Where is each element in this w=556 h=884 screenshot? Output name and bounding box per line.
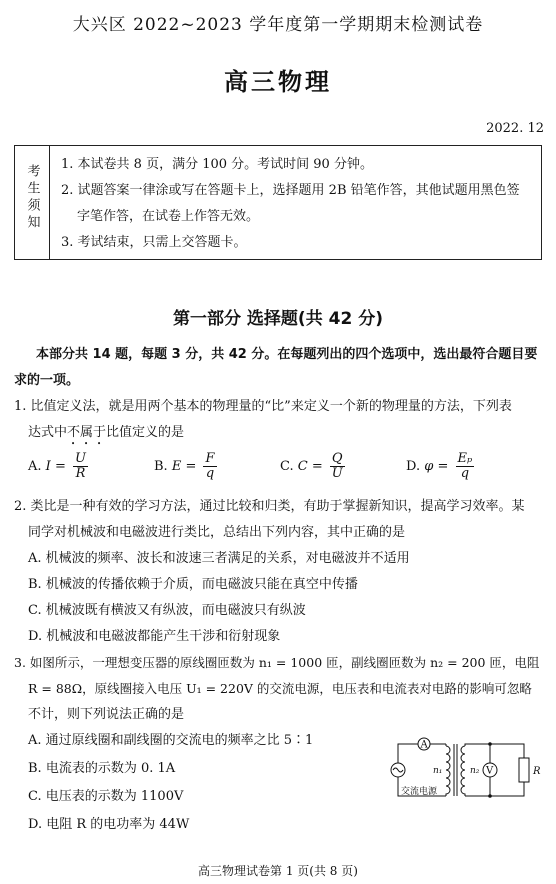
q3-option-a[interactable]: A. 通过原线圈和副线圈的交流电的频率之比 5∶1 (28, 733, 314, 748)
notice-item-1: 1. 本试卷共 8 页，满分 100 分。考试时间 90 分钟。 (61, 157, 373, 172)
option-lhs: C = (297, 459, 323, 474)
section-title: 第一部分 选择题(共 42 分) (173, 309, 383, 329)
ac-source-label: 交流电源 (401, 787, 438, 797)
q1-option-c[interactable] (280, 452, 345, 481)
notice-label: 考生须知 (24, 164, 40, 232)
q1-stem-line-1: 1. 比值定义法，就是用两个基本的物理量的“比”来定义一个新的物理量的方法，下列表 (14, 399, 512, 414)
q3-option-c[interactable]: C. 电压表的示数为 1100V (28, 789, 184, 804)
option-label: A. (28, 459, 42, 474)
q1-stem-prefix: 达式中 (28, 425, 68, 440)
notice-label-cell (15, 146, 50, 259)
notice-item-3: 3. 考试结束，只需上交答题卡。 (61, 235, 247, 250)
option-label: B. (154, 459, 168, 474)
instructions-line-2: 求的一项。 (14, 373, 80, 388)
option-lhs: φ = (424, 459, 449, 474)
denominator: q (205, 466, 215, 481)
q2-stem-line-1: 2. 类比是一种有效的学习方法，通过比较和归类，有助于掌握新知识，提高学习效率。某 (14, 499, 525, 514)
fraction (73, 452, 88, 481)
q3-stem-line-1: 3. 如图所示，一理想变压器的原线圈匝数为 n₁ = 1000 匝，副线圈匝数为 n₂ = 200 匝，电阻 (14, 655, 540, 670)
q1-option-a[interactable] (28, 452, 88, 481)
q2-option-b[interactable]: B. 机械波的传播依赖于介质，而电磁波只能在真空中传播 (28, 577, 358, 592)
resistor-label: R (533, 766, 541, 777)
numerator: Eₚ (457, 451, 473, 466)
option-label: C. (280, 459, 294, 474)
notice-item-2: 2. 试题答案一律涂或写在答题卡上，选择题用 2B 铅笔作答，其他试题用黑色签 (61, 183, 520, 198)
fraction (203, 452, 216, 481)
q2-option-a[interactable]: A. 机械波的频率、波长和波速三者满足的关系，对电磁波并不适用 (28, 551, 410, 566)
denominator: U (331, 466, 343, 481)
option-lhs: E = (171, 459, 197, 474)
fraction (456, 452, 475, 481)
q1-stem-suffix: 比值定义的是 (106, 425, 185, 440)
q2-stem-line-2: 同学对机械波和电磁波进行类比，总结出下列内容，其中正确的是 (28, 525, 406, 540)
denominator: q (460, 466, 470, 481)
page-footer: 高三物理试卷第 1 页(共 8 页) (198, 864, 358, 878)
q1-option-d[interactable] (406, 452, 474, 481)
voltmeter-label: V (486, 765, 494, 777)
q2-option-c[interactable]: C. 机械波既有横波又有纵波，而电磁波只有纵波 (28, 603, 306, 618)
q3-stem-line-2: R = 88Ω，原线圈接入电压 U₁ = 220V 的交流电源，电压表和电流表对电路的影响可忽略 (28, 681, 532, 696)
numerator: U (74, 451, 86, 466)
q2-option-d[interactable]: D. 机械波和电磁波都能产生干涉和衍射现象 (28, 629, 281, 644)
option-label: D. (406, 459, 421, 474)
candidate-notice-box (14, 145, 542, 260)
resistor-symbol (519, 758, 529, 782)
denominator: R (75, 466, 86, 481)
exam-title: 大兴区 2022~2023 学年度第一学期期末检测试卷 (72, 15, 484, 35)
primary-coil (446, 746, 450, 796)
q3-option-b[interactable]: B. 电流表的示数为 0. 1A (28, 761, 176, 776)
ammeter-label: A (420, 739, 428, 751)
q1-stem-line-2 (28, 420, 184, 448)
numerator: F (205, 451, 215, 466)
fraction (330, 452, 345, 481)
q1-emphasis-word: 不属于 (67, 425, 107, 440)
option-lhs: I = (45, 459, 66, 474)
secondary-coil (461, 746, 465, 796)
exam-date: 2022. 12 (486, 121, 544, 136)
numerator: Q (331, 451, 343, 466)
q3-stem-line-3: 不计，则下列说法正确的是 (28, 707, 185, 722)
n1-label: n₁ (433, 766, 443, 776)
q3-option-d[interactable]: D. 电阻 R 的电功率为 44W (28, 817, 190, 832)
notice-list (61, 152, 537, 256)
transformer-circuit-diagram (384, 730, 544, 810)
n2-label: n₂ (470, 766, 480, 776)
instructions-line-1: 本部分共 14 题，每题 3 分，共 42 分。在每题列出的四个选项中，选出最符合题目要 (36, 347, 538, 362)
q1-option-b[interactable] (154, 452, 217, 481)
subject-title: 高三物理 (224, 68, 332, 96)
section-instructions (14, 342, 544, 368)
notice-item-2-cont: 字笔作答，在试卷上作答无效。 (77, 209, 260, 224)
